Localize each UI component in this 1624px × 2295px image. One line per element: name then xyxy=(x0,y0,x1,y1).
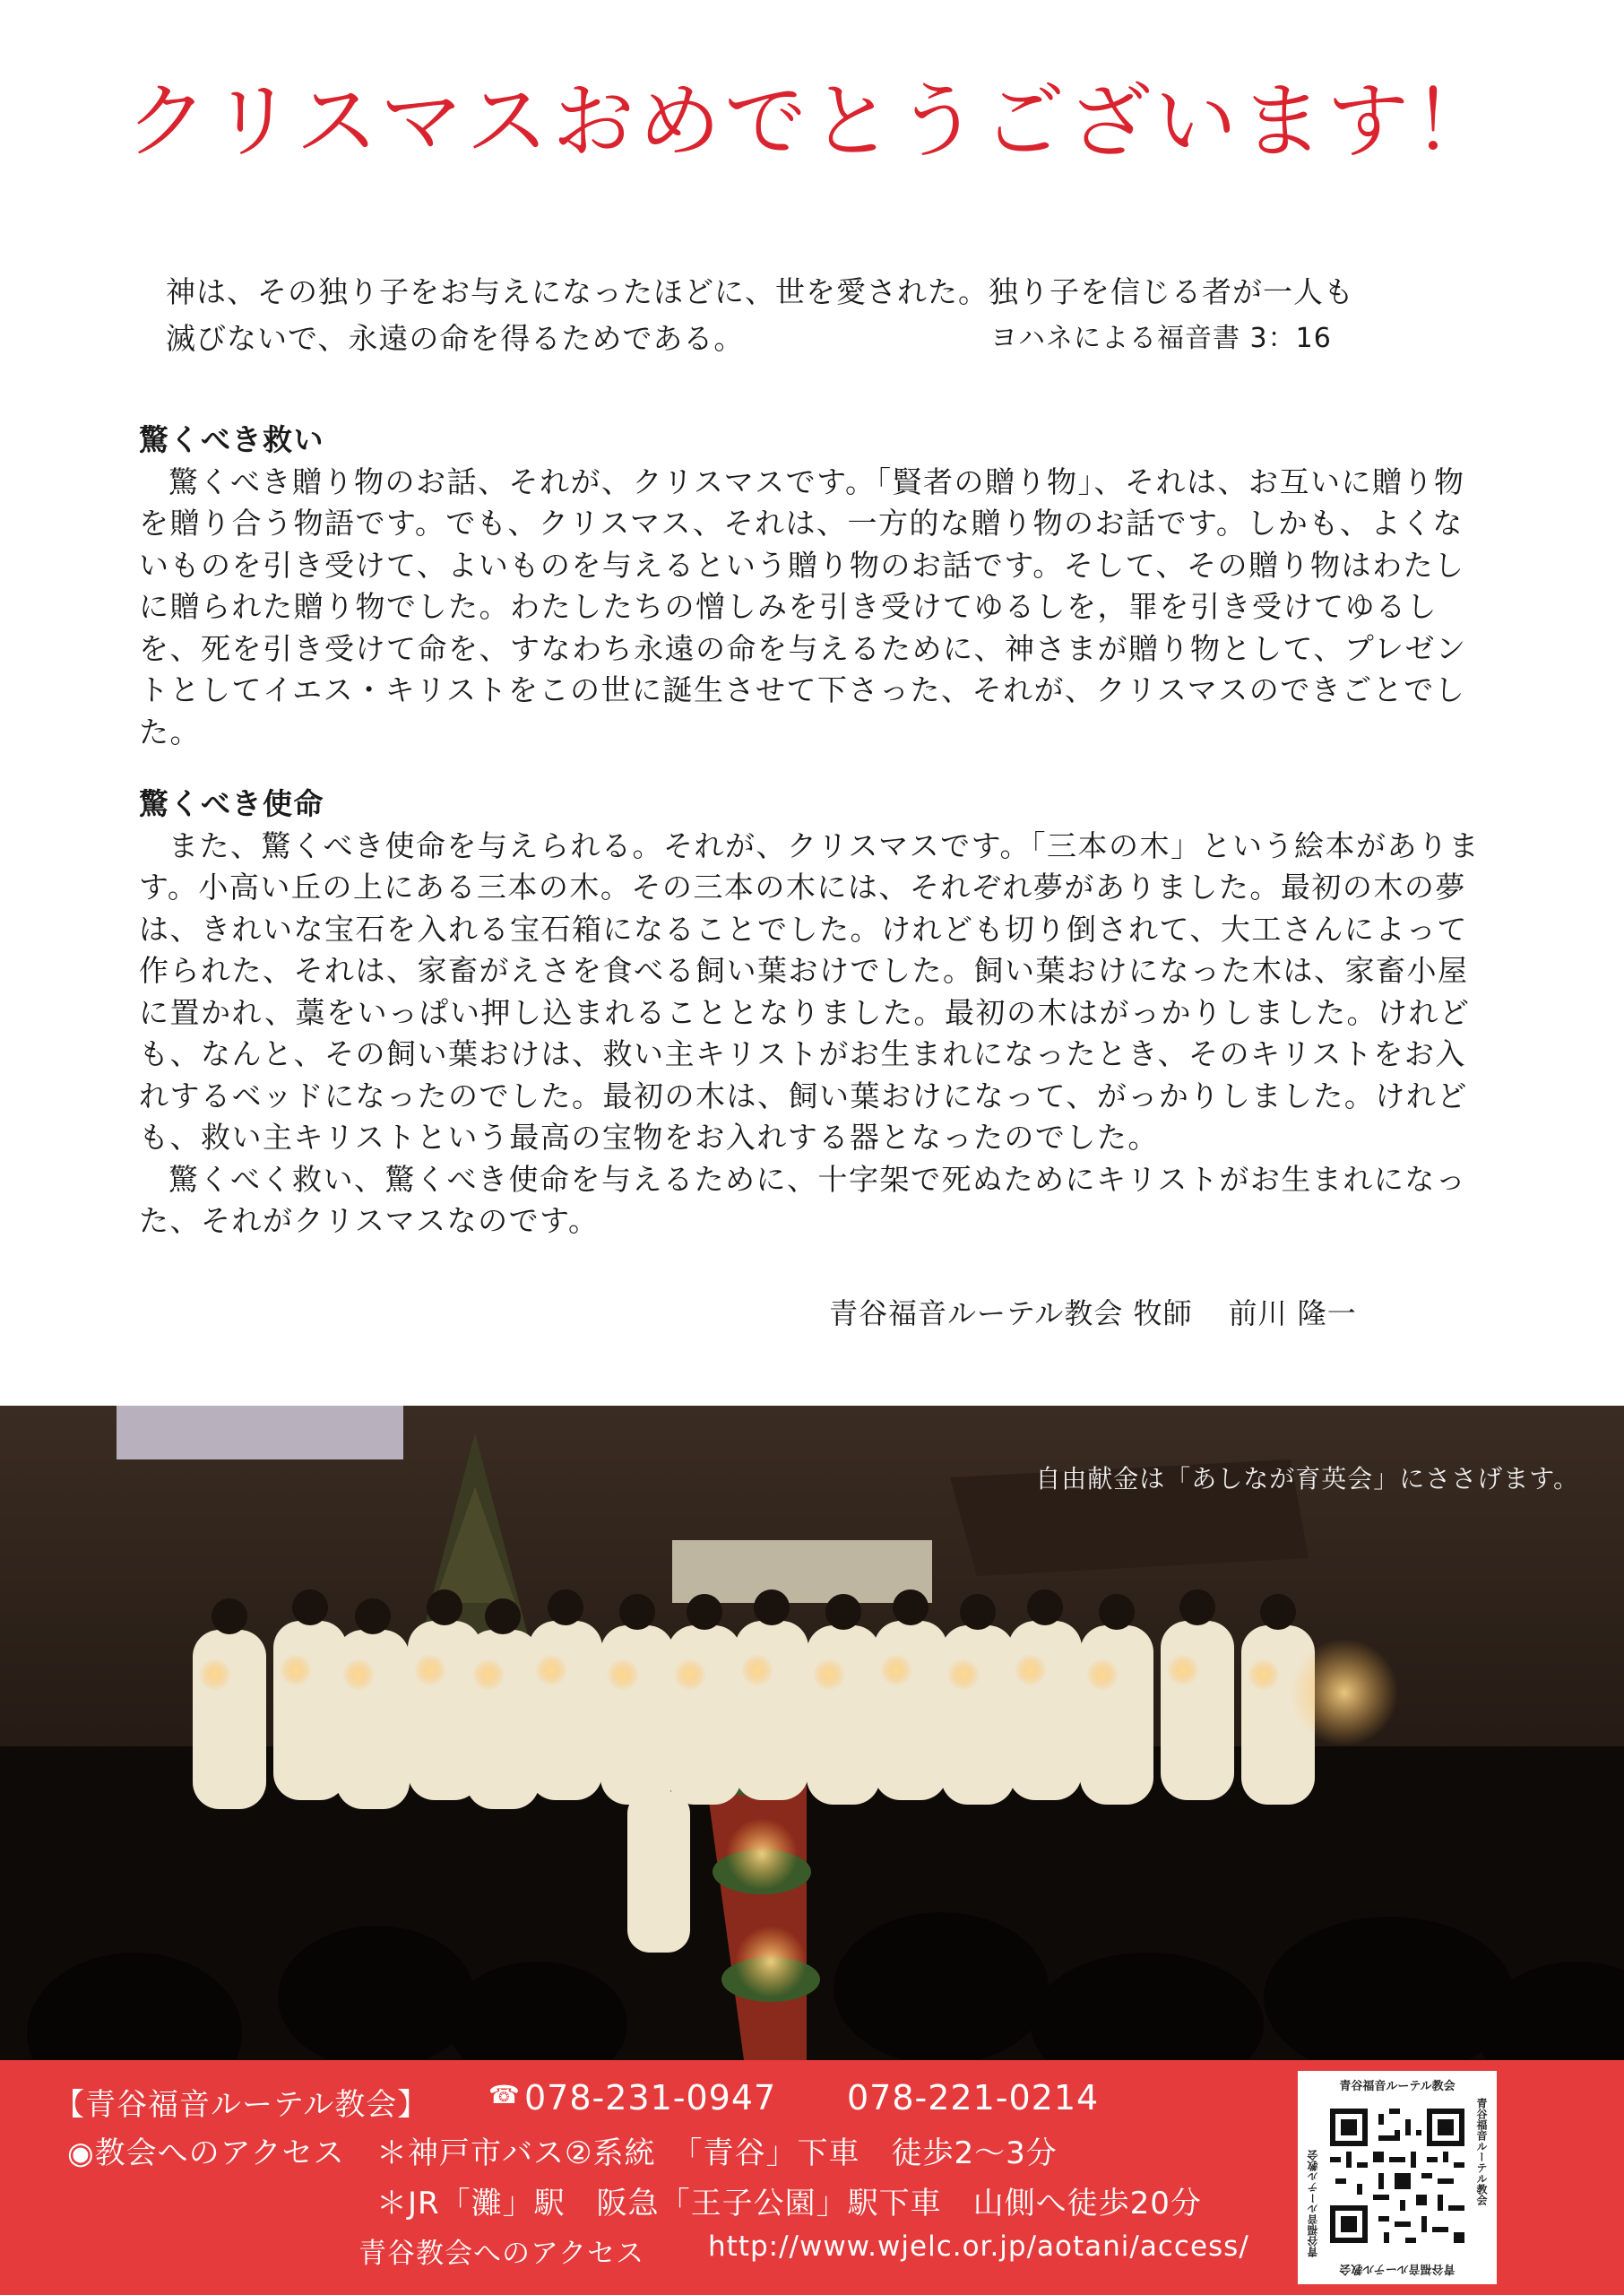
footer-contact xyxy=(0,2060,1624,2295)
section-heading: 驚くべき救い xyxy=(139,422,324,457)
altar xyxy=(672,1540,932,1603)
qr-label-left: 青谷福音ルーテル教会 xyxy=(1307,2150,1319,2257)
phone-number-1[interactable]: 078-231-0947 xyxy=(524,2078,777,2117)
phone-number-2[interactable]: 078-221-0214 xyxy=(847,2078,1100,2117)
web-access-label: 青谷教会へのアクセス xyxy=(358,2238,645,2270)
section-amazing-salvation xyxy=(139,420,1483,753)
projection-screen xyxy=(117,1406,403,1459)
offering-caption: 自由献金は「あしなが育英会」にささげます。 xyxy=(1035,1464,1579,1494)
verse-reference: ヨハネによる福音書 3：16 xyxy=(990,323,1332,354)
qr-code[interactable] xyxy=(1298,2071,1497,2284)
bible-verse xyxy=(166,269,1465,362)
qr-code-icon xyxy=(1330,2109,1464,2243)
qr-label-right: 青谷福音ルーテル教会 xyxy=(1475,2098,1488,2205)
verse-line-1: 神は、その独り子をお与えになったほどに、世を愛された。独り子を信じる者が一人も xyxy=(166,274,1354,309)
qr-label-bottom: 青谷福音ルーテル教会 xyxy=(1339,2262,1456,2275)
qr-label-top: 青谷福音ルーテル教会 xyxy=(1339,2080,1456,2093)
section-closing: 驚くべく救い、驚くべき使命を与えるために、十字架で死ぬためにキリストがお生まれになった、それがクリスマスなのです。 xyxy=(139,1161,1467,1238)
page-title: クリスマスおめでとうございます！ xyxy=(125,74,1499,169)
choir-photo xyxy=(0,1406,1624,2060)
phone-icon: ☎ xyxy=(488,2080,521,2109)
section-body: また、驚くべき使命を与えられる。それが、クリスマスです。「三本の木」という絵本があります。小高い丘の上にある三本の木。その三本の木には、それぞれ夢がありました。最初の木の夢は、きれいな宝石を入れる宝石箱になることでした。けれども切り倒されて、大工さんによって作られた、それは、家畜がえさを食べる飼い葉おけでした。飼い葉おけになった木は、家畜小屋に置かれ、藁をいっぱい押し込まれることとなりました。最初の木はがっかりしました。けれども、なんと、その飼い葉おけは、救い主キリストがお生まれになったとき、そのキリストをお入れするベッドになったのでした。最初の木は、飼い葉おけになって、がっかりしました。けれども、救い主キリストという最高の宝物をお入れする器となったのでした。 xyxy=(139,827,1481,1155)
access-url-link[interactable]: http://www.wjelc.or.jp/aotani/access/ xyxy=(708,2230,1249,2263)
access-label: ◉教会へのアクセス xyxy=(67,2135,345,2171)
signature-church: 青谷福音ルーテル教会 牧師 xyxy=(829,1296,1193,1330)
section-body: 驚くべき贈り物のお話、それが、クリスマスです。「賢者の贈り物」、それは、お互いに贈り物を贈り合う物語です。でも、クリスマス、それは、一方的な贈り物のお話です。しかも、よくないものを引き受けて、よいものを与えるという贈り物のお話です。そして、その贈り物はわたしに贈られた贈り物でした。わたしたちの憎しみを引き受けてゆるしを，罪を引き受けてゆるしを、死を引き受けて命を、すなわち永遠の命を与えるために、神さまが贈り物として、プレゼントとしてイエス・キリストをこの世に誕生させて下さった、それが、クリスマスのできごとでした。 xyxy=(139,463,1467,749)
choir-photo-illustration xyxy=(0,1406,1624,2060)
signature xyxy=(829,1291,1357,1332)
access-train: ＊JR「灘」駅 阪急「王子公園」駅下車 山側へ徒歩20分 xyxy=(376,2186,1202,2221)
section-amazing-mission xyxy=(139,784,1483,1243)
signature-name: 前川 隆一 xyxy=(1228,1296,1357,1330)
verse-line-2: 滅びないで、永遠の命を得るためである。 xyxy=(166,321,745,356)
access-bus: ＊神戸市バス②系統 「青谷」下車 徒歩2～3分 xyxy=(376,2135,1058,2171)
section-heading: 驚くべき使命 xyxy=(139,786,324,821)
candle-wreath xyxy=(1291,1639,1398,1746)
footer-church-name: 【青谷福音ルーテル教会】 xyxy=(54,2087,429,2123)
